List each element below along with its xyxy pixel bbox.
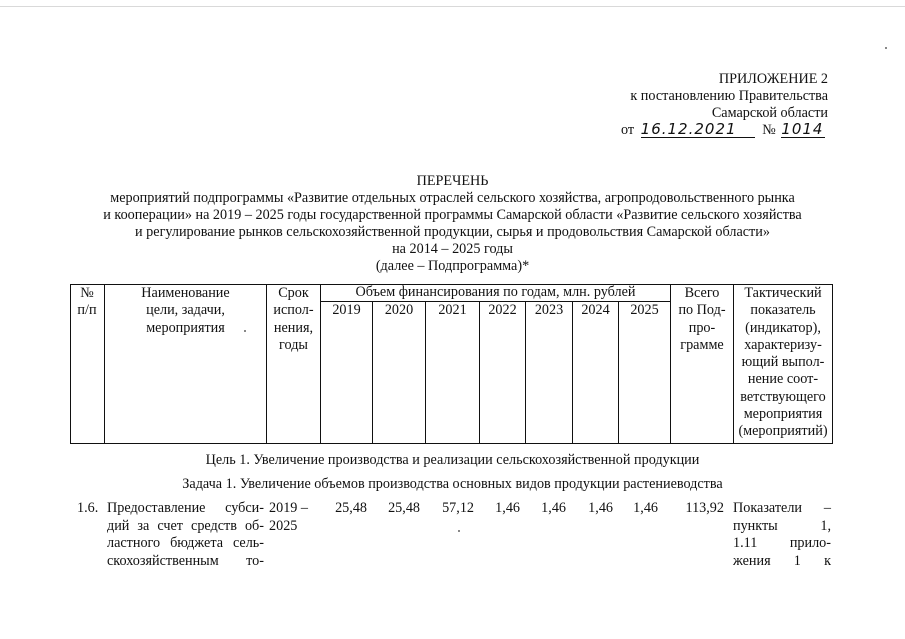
col-no-header: № п/п bbox=[77, 285, 97, 319]
value-2022: 1,46 bbox=[495, 500, 520, 516]
col-indicator-header: Тактический показатель (индикатор), характеризу- ющий выпол- нение соот- ветствующего мероприятия (мероприятий) bbox=[738, 285, 828, 440]
year-2021: 2021 bbox=[438, 302, 467, 318]
scan-edge-line bbox=[0, 6, 905, 7]
scan-speck bbox=[244, 330, 246, 332]
heading-line-4: на 2014 – 2025 годы bbox=[392, 241, 513, 257]
year-2020: 2020 bbox=[384, 302, 414, 318]
row-term: 2019 – 2025 bbox=[269, 500, 309, 534]
heading-line-3: и регулирование рынков сельскохозяйственной продукции, сырья и продовольствия Самарской области» bbox=[135, 224, 770, 240]
scan-speck bbox=[885, 47, 887, 49]
number-value: 1014 bbox=[781, 120, 824, 138]
heading-line-2: и кооперации» на 2019 – 2025 годы государственной программы Самарской области «Развитие сельского хозяйства bbox=[103, 207, 802, 223]
value-2020: 25,48 bbox=[388, 500, 420, 516]
year-2022: 2022 bbox=[488, 302, 517, 318]
number-prefix: № bbox=[762, 122, 776, 138]
heading-line-5: (далее – Подпрограмма)* bbox=[375, 258, 530, 274]
date-value: 16.12.2021 bbox=[641, 122, 755, 138]
value-2021: 57,12 bbox=[442, 500, 474, 516]
annex-date-line bbox=[621, 122, 825, 139]
year-2025: 2025 bbox=[630, 302, 659, 318]
document-title: ПЕРЕЧЕНЬ bbox=[416, 173, 489, 189]
value-2019: 25,48 bbox=[335, 500, 367, 516]
year-2024: 2024 bbox=[581, 302, 610, 318]
scan-speck bbox=[458, 530, 460, 532]
annex-line-2: к постановлению Правительства bbox=[630, 88, 828, 104]
row-name: Предоставление субси- дий за счет средств об- ластного бюджета сель- скохозяйственным то- bbox=[107, 500, 264, 569]
col-total-header: Всего по Под- про- грамме bbox=[678, 285, 726, 353]
row-indicator: Показатели – пункты 1, 1.11 прило- жения 1 к bbox=[733, 500, 831, 569]
row-number: 1.6. bbox=[77, 500, 99, 516]
value-2025: 1,46 bbox=[633, 500, 658, 516]
header-table bbox=[70, 284, 833, 444]
year-2023: 2023 bbox=[534, 302, 564, 318]
col-funding-header: Объем финансирования по годам, млн. рублей bbox=[355, 284, 636, 300]
value-2023: 1,46 bbox=[541, 500, 566, 516]
value-total: 113,92 bbox=[685, 500, 724, 516]
annex-title: ПРИЛОЖЕНИЕ 2 bbox=[718, 71, 828, 87]
col-name-header: Наименование цели, задачи, мероприятия bbox=[141, 285, 230, 336]
col-term-header: Срок испол- нения, годы bbox=[273, 285, 314, 353]
goal-1: Цель 1. Увеличение производства и реализации сельскохозяйственной продукции bbox=[205, 452, 700, 468]
value-2024: 1,46 bbox=[588, 500, 613, 516]
date-prefix: от bbox=[621, 122, 635, 138]
annex-line-3: Самарской области bbox=[711, 105, 828, 121]
heading-line-1: мероприятий подпрограммы «Развитие отдельных отраслей сельского хозяйства, агропродовольственного рынка bbox=[110, 190, 795, 206]
task-1: Задача 1. Увеличение объемов производства основных видов продукции растениеводства bbox=[182, 476, 723, 492]
year-2019: 2019 bbox=[332, 302, 361, 318]
